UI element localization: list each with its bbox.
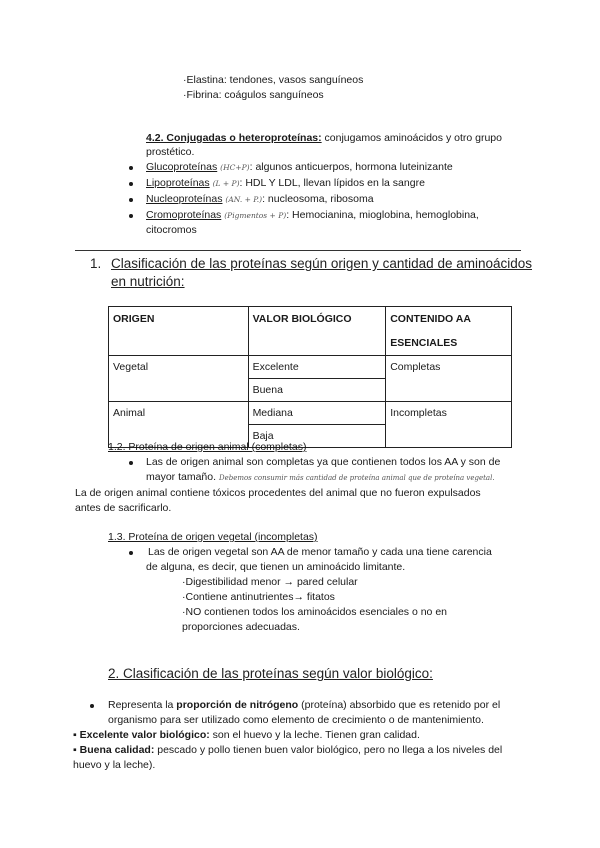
sub-1-3-bullet-2: de alguna, es decir, que tienen un aminoácido limitante. (146, 561, 406, 573)
term: Nucleoproteínas (146, 193, 223, 205)
item-text: : nucleosoma, ribosoma (262, 193, 374, 205)
sub-1-2-paragraph: La de origen animal contiene tóxicos procedentes del animal que no fueron expulsados (75, 487, 481, 499)
proporcion-nitrogeno: proporción de nitrógeno (176, 699, 299, 711)
list-item-nucleoproteinas (146, 192, 374, 207)
cell-excelente: Excelente (248, 356, 386, 379)
list-item-cromoproteinas (146, 208, 479, 223)
header-contenido-aa: CONTENIDO AA ESENCIALES (386, 307, 512, 356)
conjugadas-heading: 4.2. Conjugadas o heteroproteínas: (146, 132, 322, 144)
divider (75, 250, 521, 251)
handwritten-note: (Pigmentos + P) (224, 211, 287, 220)
section-1-title: Clasificación de las proteínas según origen y cantidad de aminoácidos (111, 256, 533, 271)
term: Lipoproteínas (146, 177, 210, 189)
section-2-title: 2. Clasificación de las proteínas según valor biológico: (108, 666, 433, 681)
buena-label: ▪ Buena calidad: (73, 744, 155, 756)
header-origen: ORIGEN (109, 307, 249, 356)
cell-incompletas: Incompletas (386, 402, 512, 448)
absorbido: (proteína) absorbido que es retenido por el (298, 699, 501, 711)
conjugadas-heading-line (146, 131, 502, 145)
handwritten-note: Debemos consumir más cantidad de proteína animal que de proteína vegetal. (218, 474, 495, 482)
classification-table (108, 306, 512, 448)
fibrina-line: ·Fibrina: coágulos sanguíneos (183, 89, 324, 101)
buena-line-2: huevo y la leche). (73, 759, 156, 771)
conjugadas-desc: conjugamos aminoácidos y otro grupo (321, 132, 502, 144)
bullet-icon (129, 461, 133, 465)
handwritten-note: (L + P) (212, 179, 240, 188)
table-row (109, 356, 512, 379)
buena-line (73, 743, 502, 757)
bullet-icon (129, 551, 133, 555)
item-text: : Hemocianina, mioglobina, hemoglobina, (286, 209, 479, 221)
cromoproteinas-cont: citocromos (146, 224, 197, 236)
section-1-title-2: en nutrición: (111, 274, 185, 289)
list-item-glucoproteinas (146, 160, 453, 175)
sub-1-3-bullet: Las de origen vegetal son AA de menor tamaño y cada una tiene carencia (148, 546, 492, 558)
table-header-row (109, 307, 512, 356)
antinutrientes-line: ·Contiene antinutrientes→ fitatos (182, 591, 335, 603)
digestibilidad-line: ·Digestibilidad menor → pared celular (182, 576, 358, 588)
mayor-tamano: mayor tamaño. (146, 471, 217, 483)
excelente-label: ▪ Excelente valor biológico: (73, 729, 210, 741)
section-1-number: 1. (90, 256, 102, 271)
sub-1-2-heading: 1.2. Proteína de origen animal (completas) (108, 441, 307, 453)
no-contienen-line: ·NO contienen todos los aminoácidos esenciales o no en (182, 606, 447, 618)
excelente-line (73, 728, 420, 742)
term: Cromoproteínas (146, 209, 222, 221)
item-text: : algunos anticuerpos, hormona luteinizante (249, 161, 453, 173)
sub-1-2-bullet: Las de origen animal son completas ya que contienen todos los AA y son de (146, 456, 501, 468)
section-2-bullet-2: organismo para ser utilizado como elemento de crecimiento o de mantenimiento. (108, 714, 484, 726)
handwritten-note: (HC+P) (220, 163, 250, 172)
sub-1-3-heading: 1.3. Proteína de origen vegetal (incompletas) (108, 531, 318, 543)
table-row (109, 402, 512, 425)
representa: Representa la (108, 699, 177, 711)
term: Glucoproteínas (146, 161, 218, 173)
cell-baja: Baja (248, 425, 386, 448)
bullet-icon (129, 166, 133, 170)
section-2-bullet (108, 698, 500, 712)
proporciones-line: proporciones adecuadas. (182, 621, 300, 633)
cell-animal: Animal (109, 402, 249, 448)
bullet-icon (129, 198, 133, 202)
cell-buena: Buena (248, 379, 386, 402)
handwritten-note: (AN. + P.) (225, 195, 263, 204)
bullet-icon (129, 214, 133, 218)
sub-1-2-bullet-2 (146, 470, 495, 485)
list-item-lipoproteinas (146, 176, 425, 191)
item-text: : HDL Y LDL, llevan lípidos en la sangre (239, 177, 425, 189)
cell-vegetal: Vegetal (109, 356, 249, 402)
cell-completas: Completas (386, 356, 512, 402)
excelente-text: son el huevo y la leche. Tienen gran calidad. (209, 729, 420, 741)
sub-1-2-paragraph-2: antes de sacrificarlo. (75, 502, 172, 514)
cell-mediana: Mediana (248, 402, 386, 425)
conjugadas-desc-2: prostético. (146, 146, 195, 158)
elastina-line: ·Elastina: tendones, vasos sanguíneos (183, 74, 364, 86)
buena-text: pescado y pollo tienen buen valor biológico, pero no llega a los niveles del (154, 744, 503, 756)
header-valor-biologico: VALOR BIOLÓGICO (248, 307, 386, 356)
bullet-icon (129, 182, 133, 186)
bullet-icon (90, 704, 94, 708)
